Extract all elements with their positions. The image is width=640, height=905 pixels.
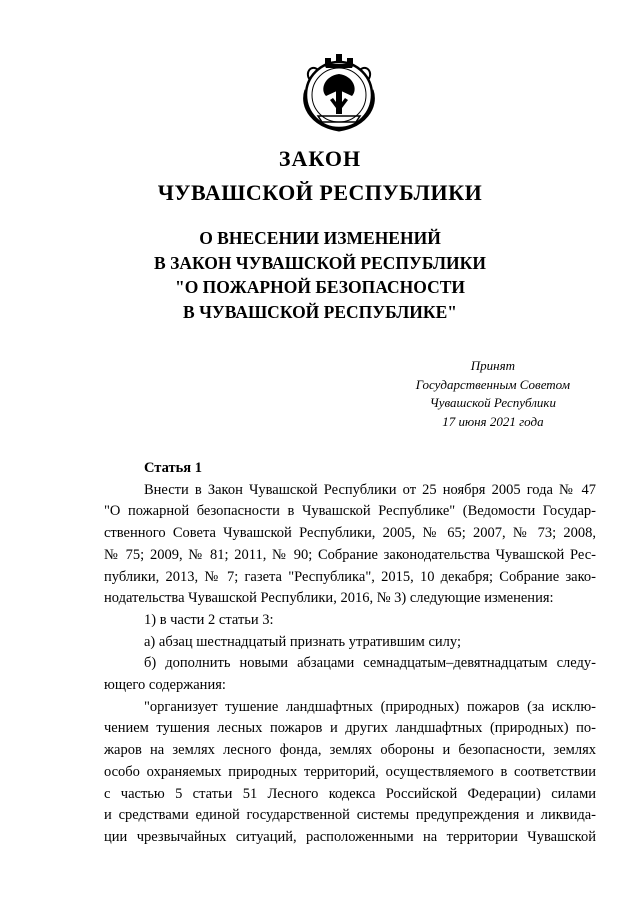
text-line: публики, 2013, № 7; газета "Республика", 2015, 10 декабря; Собрание зако- [104, 568, 596, 585]
text-line: Внести в Закон Чувашской Республики от 25 ноября 2005 года № 47 [144, 481, 596, 498]
emblem-icon [296, 50, 382, 134]
subtitle-line: В ЧУВАШСКОЙ РЕСПУБЛИКЕ" [183, 301, 457, 322]
text-line: и средствами единой государственной системы предупреждения и ликвида- [104, 807, 596, 824]
law-subtitle [0, 226, 640, 324]
adoption-date: 17 июня 2021 года [442, 413, 544, 429]
adoption-note [416, 357, 570, 431]
article-heading: Статья 1 [144, 460, 202, 476]
text-line: б) дополнить новыми абзацами семнадцатым–девятнадцатым следу- [144, 655, 596, 672]
adoption-line: Государственным Советом [415, 376, 570, 392]
text-line: ственного Совета Чувашской Республики, 2005, № 65; 2007, № 73; 2008, [104, 525, 596, 542]
text-line: "организует тушение ландшафтных (природных) пожаров (за исклю- [144, 698, 596, 715]
adoption-line: Принят [470, 358, 516, 373]
subtitle-line: "О ПОЖАРНОЙ БЕЗОПАСНОСТИ [174, 277, 465, 297]
law-region-title: ЧУВАШСКОЙ РЕСПУБЛИКИ [157, 180, 483, 205]
text-line: чением тушения лесных пожаров и других ландшафтных (природных) по- [104, 720, 596, 737]
adoption-line: Чувашской Республики [429, 395, 557, 410]
text-line: ющего содержания: [104, 677, 226, 694]
text-line: нодательства Чувашской Республики, 2016, № 3) следующие изменения: [104, 590, 554, 607]
law-title: ЗАКОН [278, 146, 362, 171]
text-line: а) абзац шестнадцатый признать утратившим силу; [144, 633, 461, 650]
text-line: особо охраняемых природных территорий, осуществляемого в соответствии [104, 763, 596, 780]
subtitle-line: О ВНЕСЕНИИ ИЗМЕНЕНИЙ [199, 228, 441, 248]
text-line: с частью 5 статьи 51 Лесного кодекса Российской Федерации) силами [104, 785, 596, 802]
text-line: жаров на землях лесного фонда, землях обороны и безопасности, землях [104, 742, 596, 759]
subtitle-line: В ЗАКОН ЧУВАШСКОЙ РЕСПУБЛИКИ [154, 252, 486, 273]
text-line: "О пожарной безопасности в Чувашской Республике" (Ведомости Государ- [104, 503, 596, 520]
coat-of-arms-emblem [296, 50, 382, 134]
text-line: ции чрезвычайных ситуаций, расположенными на территории Чувашской [104, 828, 596, 845]
article-body [104, 458, 596, 849]
text-line: № 75; 2009, № 81; 2011, № 90; Собрание законодательства Чувашской Рес- [104, 546, 596, 563]
text-line: 1) в части 2 статьи 3: [144, 611, 274, 628]
